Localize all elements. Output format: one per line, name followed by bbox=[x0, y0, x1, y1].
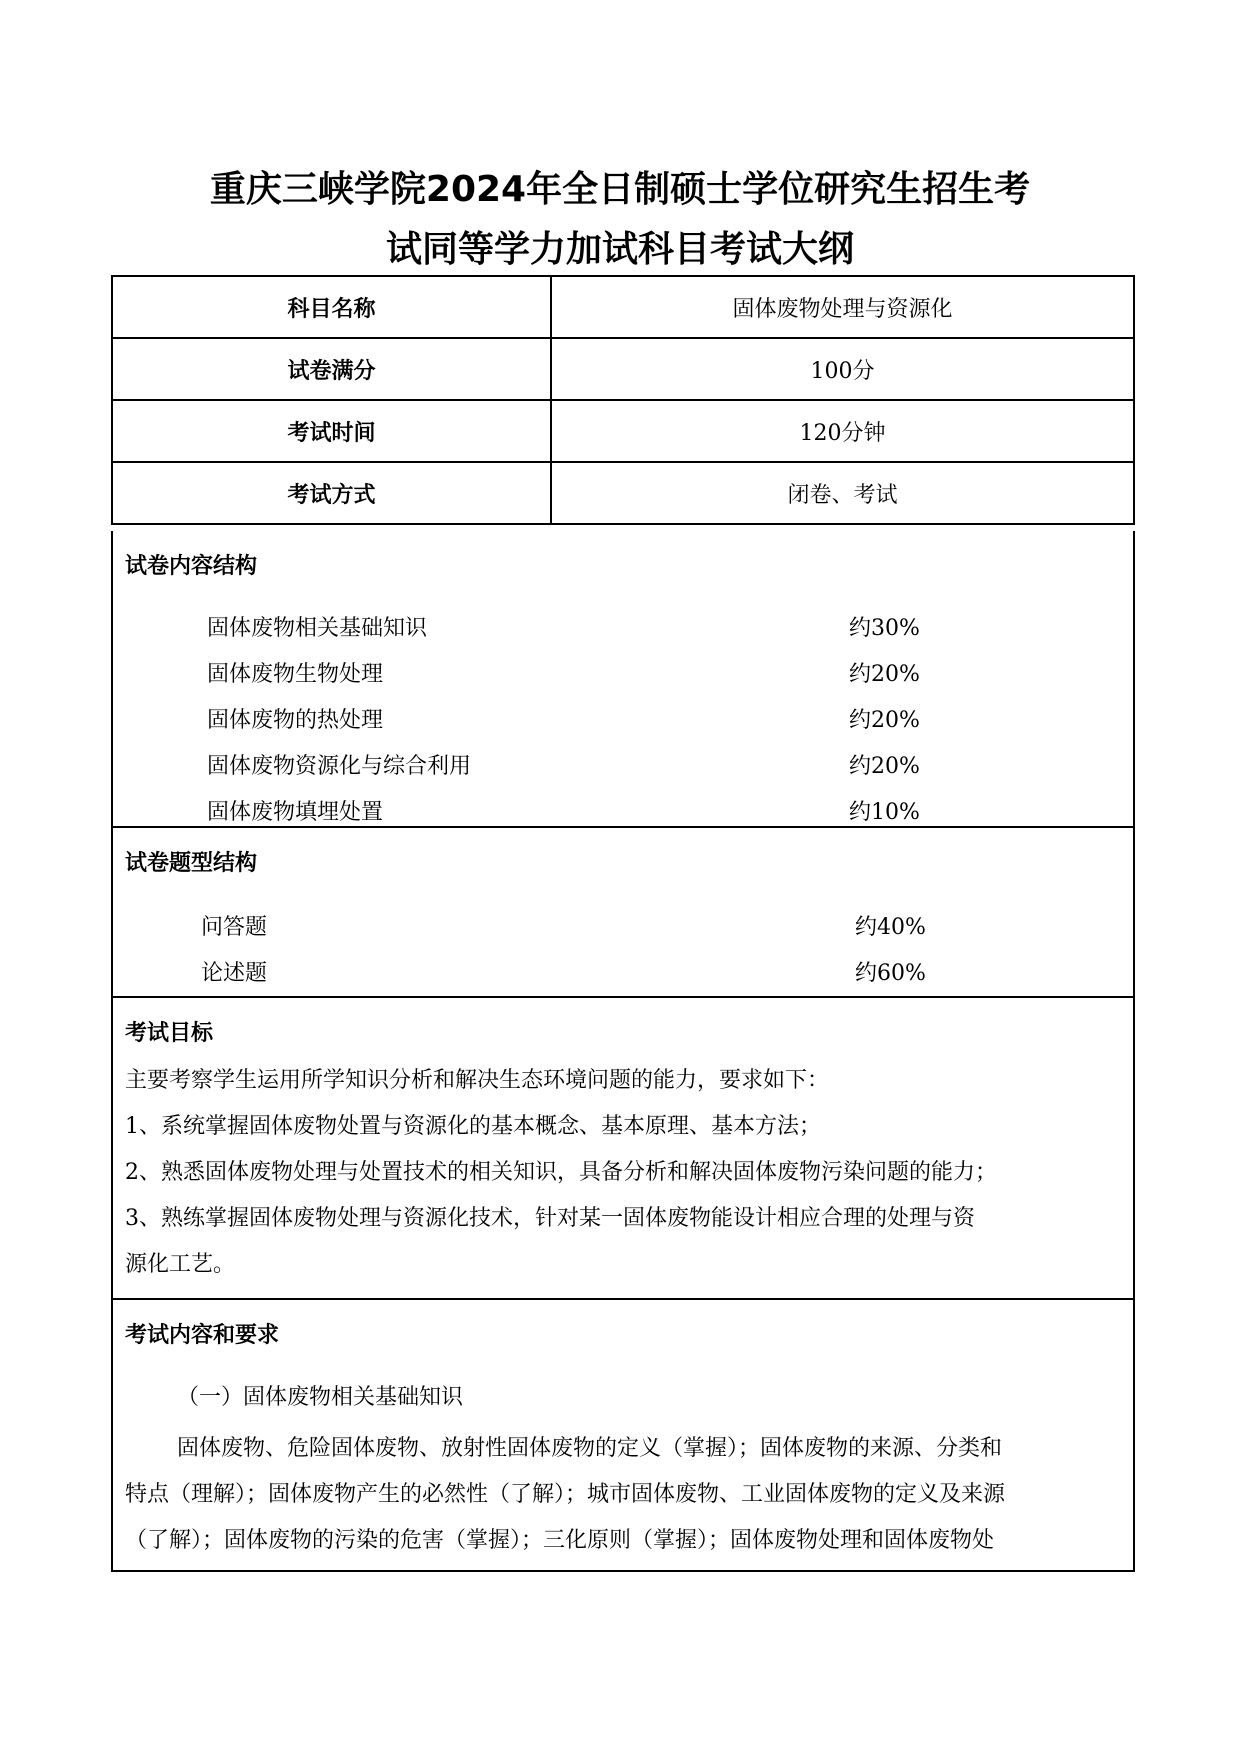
exam-goal-line: 源化工艺。 bbox=[125, 1252, 236, 1277]
question-item-name: 论述题 bbox=[201, 961, 268, 986]
document-title bbox=[0, 160, 1240, 280]
exam-goal-line: 2、熟悉固体废物处理与处置技术的相关知识，具备分析和解决固体废物污染问题的能力； bbox=[125, 1160, 998, 1185]
exam-content-text bbox=[125, 1426, 1125, 1564]
table-row bbox=[112, 400, 1134, 462]
content-item-name: 固体废物生物处理 bbox=[207, 662, 384, 687]
content-item-name: 固体废物的热处理 bbox=[207, 708, 384, 733]
exam-time-label: 考试时间 bbox=[112, 400, 551, 462]
content-item-pct: 约20% bbox=[849, 662, 920, 687]
content-structure-title: 试卷内容结构 bbox=[125, 554, 258, 579]
exam-goal-title: 考试目标 bbox=[125, 1021, 214, 1046]
content-item-name: 固体废物填埋处置 bbox=[207, 800, 384, 825]
exam-content-line: 特点（理解）；固体废物产生的必然性（了解）；城市固体废物、工业固体废物的定义及来源 bbox=[125, 1482, 1006, 1507]
content-item-name: 固体废物相关基础知识 bbox=[207, 616, 428, 641]
subject-name-value: 固体废物处理与资源化 bbox=[551, 276, 1134, 338]
full-score-label: 试卷满分 bbox=[112, 338, 551, 400]
exam-goal-text bbox=[125, 1058, 1125, 1288]
content-item-pct: 约20% bbox=[849, 754, 920, 779]
content-item-pct: 约20% bbox=[849, 708, 920, 733]
exam-content-title: 考试内容和要求 bbox=[125, 1323, 280, 1348]
exam-method-value: 闭卷、考试 bbox=[551, 462, 1134, 524]
question-item-name: 问答题 bbox=[201, 915, 268, 940]
exam-content-line: （了解）；固体废物的污染的危害（掌握）；三化原则（掌握）；固体废物处理和固体废物处 bbox=[125, 1528, 995, 1553]
question-structure-section bbox=[111, 828, 1135, 998]
content-item-name: 固体废物资源化与综合利用 bbox=[207, 754, 472, 779]
subject-name-label: 科目名称 bbox=[112, 276, 551, 338]
full-score-value: 100分 bbox=[551, 338, 1134, 400]
exam-time-value: 120分钟 bbox=[551, 400, 1134, 462]
content-item-pct: 约10% bbox=[849, 800, 920, 825]
content-structure-section bbox=[111, 531, 1135, 828]
exam-content-subtitle: （一）固体废物相关基础知识 bbox=[177, 1385, 464, 1410]
question-structure-title: 试卷题型结构 bbox=[125, 851, 258, 876]
title-line-1: 重庆三峡学院2024年全日制硕士学位研究生招生考 bbox=[209, 169, 1031, 210]
exam-method-label: 考试方式 bbox=[112, 462, 551, 524]
table-row bbox=[112, 338, 1134, 400]
question-item-pct: 约40% bbox=[855, 915, 926, 940]
exam-content-line: 固体废物、危险固体废物、放射性固体废物的定义（掌握）；固体废物的来源、分类和 bbox=[177, 1436, 1003, 1461]
exam-goal-line: 3、熟练掌握固体废物处理与资源化技术，针对某一固体废物能设计相应合理的处理与资 bbox=[125, 1206, 975, 1231]
table-row bbox=[112, 462, 1134, 524]
exam-goal-line: 1、系统掌握固体废物处置与资源化的基本概念、基本原理、基本方法； bbox=[125, 1114, 821, 1139]
table-row bbox=[112, 276, 1134, 338]
content-item-pct: 约30% bbox=[849, 616, 920, 641]
exam-goal-section bbox=[111, 998, 1135, 1300]
exam-goal-line: 主要考察学生运用所学知识分析和解决生态环境问题的能力，要求如下： bbox=[125, 1068, 830, 1093]
question-item-pct: 约60% bbox=[855, 961, 926, 986]
exam-content-section bbox=[111, 1300, 1135, 1572]
info-table bbox=[111, 275, 1135, 525]
title-line-2: 试同等学力加试科目考试大纲 bbox=[385, 229, 854, 270]
